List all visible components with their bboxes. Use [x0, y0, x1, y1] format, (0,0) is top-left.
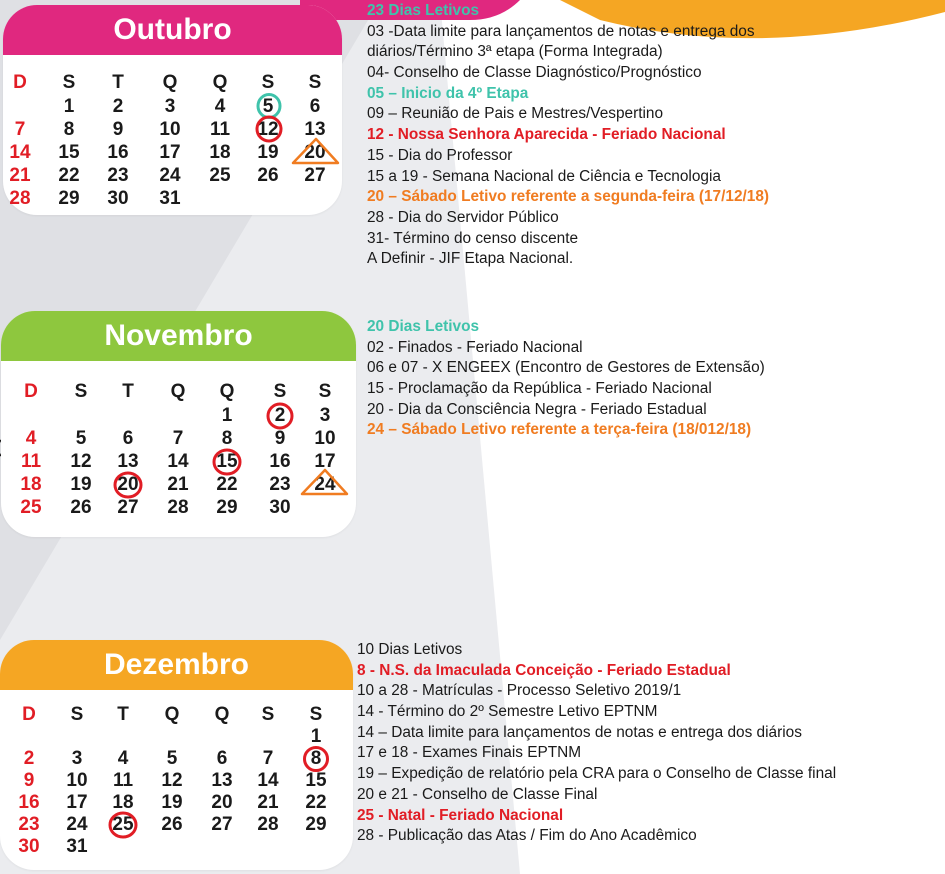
weekday-label: Q	[214, 704, 230, 725]
day-cell: 16	[107, 142, 129, 163]
weekday-label: D	[24, 381, 38, 402]
weekday-label: S	[70, 704, 84, 725]
event-line: 8 - N.S. da Imaculada Conceição - Feriado Estadual	[357, 661, 731, 679]
event-line: 12 - Nossa Senhora Aparecida - Feriado Nacional	[367, 126, 726, 144]
day-cell: 20	[304, 142, 326, 163]
day-cell: 13	[117, 451, 139, 472]
weekday-label: Q	[164, 704, 180, 725]
november-events-list	[367, 317, 765, 441]
day-cell: 1	[63, 96, 75, 117]
weekday-header-row	[0, 704, 353, 726]
week-row	[3, 119, 342, 141]
weekday-label: Q	[162, 72, 178, 93]
day-cell: 25	[209, 165, 231, 186]
day-cell: 21	[257, 792, 279, 813]
event-line: 20 – Sábado Letivo referente a segunda-feira (17/12/18)	[367, 188, 770, 206]
week-row	[3, 165, 342, 187]
day-cell: 16	[18, 792, 40, 813]
day-cell: 2	[112, 96, 124, 117]
day-cell: 23	[269, 474, 291, 495]
day-cell: 24	[159, 165, 181, 186]
day-cell: 21	[167, 474, 189, 495]
day-cell: 17	[159, 142, 181, 163]
day-cell: 16	[269, 451, 291, 472]
weekday-label: S	[261, 72, 275, 93]
day-cell: 11	[209, 119, 231, 140]
day-cell: 27	[304, 165, 326, 186]
weekday-label: S	[318, 381, 332, 402]
week-row	[0, 814, 353, 836]
week-row	[1, 451, 356, 473]
day-cell: 21	[9, 165, 31, 186]
day-cell: 4	[214, 96, 226, 117]
day-cell: 6	[122, 428, 134, 449]
event-line: 28 - Dia do Servidor Público	[367, 208, 559, 226]
day-cell: 30	[18, 836, 40, 857]
day-cell: 10	[159, 119, 181, 140]
week-row	[0, 836, 353, 858]
day-cell: 15	[58, 142, 80, 163]
day-cell: 9	[23, 770, 35, 791]
event-line: 15 a 19 - Semana Nacional de Ciência e Tecnologia	[367, 167, 721, 185]
weekday-header-row	[3, 72, 342, 94]
day-cell: 19	[161, 792, 183, 813]
day-cell: 5	[166, 748, 178, 769]
day-cell: 7	[14, 119, 26, 140]
day-cell: 6	[216, 748, 228, 769]
day-cell: 18	[20, 474, 42, 495]
weekday-label: S	[273, 381, 287, 402]
day-cell: 17	[66, 792, 88, 813]
event-line: 14 – Data limite para lançamentos de notas e entrega dos diários	[357, 723, 802, 741]
event-line: 19 – Expedição de relatório pela CRA para o Conselho de Classe final	[357, 765, 837, 783]
weekday-header-row	[1, 381, 356, 403]
day-cell: 25	[112, 814, 134, 835]
weekday-label: Q	[170, 381, 186, 402]
week-row	[0, 726, 353, 748]
day-cell: 22	[216, 474, 238, 495]
week-row	[1, 497, 356, 519]
calendar-october	[3, 5, 342, 215]
week-row	[0, 770, 353, 792]
day-cell: 14	[167, 451, 189, 472]
day-cell: 7	[262, 748, 274, 769]
week-row	[3, 188, 342, 210]
day-cell: 8	[221, 428, 233, 449]
weekday-label: Q	[212, 72, 228, 93]
day-cell: 20	[117, 474, 139, 495]
day-cell: 28	[9, 188, 31, 209]
day-cell: 18	[112, 792, 134, 813]
day-cell: 11	[112, 770, 134, 791]
day-cell: 30	[269, 497, 291, 518]
event-line: 20 e 21 - Conselho de Classe Final	[357, 785, 598, 803]
weekday-label: D	[13, 72, 27, 93]
day-cell: 17	[314, 451, 336, 472]
weekday-label: T	[117, 704, 129, 725]
day-cell: 2	[23, 748, 35, 769]
event-line: 31- Término do censo discente	[367, 229, 579, 247]
day-cell: 10	[66, 770, 88, 791]
week-row	[1, 428, 356, 450]
day-cell: 31	[66, 836, 88, 857]
day-cell: 7	[172, 428, 184, 449]
day-cell: 9	[274, 428, 286, 449]
day-cell: 14	[257, 770, 279, 791]
october-events-list	[367, 1, 769, 270]
weekday-label: S	[74, 381, 88, 402]
event-line: 10 a 28 - Matrículas - Processo Seletivo 2019/1	[357, 682, 682, 700]
event-line: 10 Dias Letivos	[357, 641, 463, 658]
week-row	[0, 792, 353, 814]
event-line: diários/Término 3ª etapa (Forma Integrada)	[367, 43, 663, 61]
weekday-label: T	[122, 381, 134, 402]
day-cell: 2	[274, 405, 286, 426]
day-cell: 8	[63, 119, 75, 140]
day-cell: 5	[75, 428, 87, 449]
day-cell: 3	[71, 748, 83, 769]
day-cell: 15	[305, 770, 327, 791]
event-line: 06 e 07 - X ENGEEX (Encontro de Gestores de Extensão)	[367, 359, 765, 377]
day-cell: 28	[257, 814, 279, 835]
event-line: 20 Dias Letivos	[367, 318, 480, 335]
event-line: 15 - Proclamação da República - Feriado Nacional	[367, 380, 712, 398]
week-row	[0, 748, 353, 770]
day-cell: 20	[211, 792, 233, 813]
day-cell: 18	[209, 142, 231, 163]
day-cell: 15	[216, 451, 238, 472]
day-cell: 5	[262, 96, 274, 117]
day-cell: 13	[211, 770, 233, 791]
event-line: 28 - Publicação das Atas / Fim do Ano Acadêmico	[357, 827, 697, 845]
event-line: 20 - Dia da Consciência Negra - Feriado Estadual	[367, 400, 707, 418]
day-cell: 3	[164, 96, 176, 117]
day-cell: 3	[319, 405, 331, 426]
day-cell: 1	[221, 405, 233, 426]
week-row	[3, 142, 342, 164]
day-cell: 4	[117, 748, 129, 769]
event-line: 17 e 18 - Exames Finais EPTNM	[357, 744, 582, 762]
day-cell: 19	[257, 142, 279, 163]
day-cell: 23	[18, 814, 40, 835]
day-cell: 22	[58, 165, 80, 186]
event-line: 05 – Inicio da 4º Etapa	[367, 84, 529, 102]
day-cell: 22	[305, 792, 327, 813]
day-cell: 30	[107, 188, 129, 209]
day-cell: 19	[70, 474, 92, 495]
event-line: 14 - Término do 2º Semestre Letivo EPTNM	[357, 703, 658, 721]
event-line: 24 – Sábado Letivo referente a terça-feira (18/012/18)	[367, 421, 752, 439]
event-line: 03 -Data limite para lançamentos de notas e entrega dos	[367, 22, 755, 40]
day-cell: 8	[310, 748, 322, 769]
weekday-label: D	[22, 704, 36, 725]
day-cell: 26	[257, 165, 279, 186]
day-cell: 29	[58, 188, 80, 209]
day-cell: 28	[167, 497, 189, 518]
calendar-december	[0, 640, 353, 870]
day-cell: 14	[9, 142, 31, 163]
day-cell: 24	[66, 814, 88, 835]
event-line: 23 Dias Letivos	[367, 2, 480, 19]
weekday-label: S	[261, 704, 275, 725]
week-row	[1, 474, 356, 496]
day-cell: 6	[309, 96, 321, 117]
event-line: 04- Conselho de Classe Diagnóstico/Prognóstico	[367, 64, 702, 82]
day-cell: 26	[70, 497, 92, 518]
day-cell: 13	[304, 119, 326, 140]
weekday-label: Q	[219, 381, 235, 402]
day-cell: 4	[25, 428, 37, 449]
day-cell: 27	[117, 497, 139, 518]
day-cell: 12	[70, 451, 92, 472]
weekday-label: T	[112, 72, 124, 93]
month-title-december: Dezembro	[0, 640, 353, 690]
day-cell: 1	[310, 726, 322, 747]
month-title-november: Novembro	[1, 311, 356, 361]
day-cell: 31	[159, 188, 181, 209]
week-row	[1, 405, 356, 427]
day-cell: 29	[216, 497, 238, 518]
day-cell: 11	[20, 451, 42, 472]
day-cell: 9	[112, 119, 124, 140]
december-events-list	[357, 640, 836, 847]
day-cell: 12	[161, 770, 183, 791]
day-cell: 23	[107, 165, 129, 186]
calendar-november	[1, 311, 356, 537]
weekday-label: S	[62, 72, 76, 93]
event-line: 09 – Reunião de Pais e Mestres/Vespertino	[367, 105, 664, 123]
week-row	[3, 96, 342, 118]
event-line: A Definir - JIF Etapa Nacional.	[367, 250, 574, 268]
day-cell: 26	[161, 814, 183, 835]
day-cell: 12	[257, 119, 279, 140]
event-line: 02 - Finados - Feriado Nacional	[367, 338, 583, 356]
day-cell: 24	[314, 474, 336, 495]
weekday-label: S	[308, 72, 322, 93]
day-cell: 25	[20, 497, 42, 518]
day-cell: 29	[305, 814, 327, 835]
day-cell: 27	[211, 814, 233, 835]
weekday-label: S	[309, 704, 323, 725]
day-cell: 10	[314, 428, 336, 449]
month-title-october: Outubro	[3, 5, 342, 55]
event-line: 25 - Natal - Feriado Nacional	[357, 806, 564, 824]
event-line: 15 - Dia do Professor	[367, 146, 513, 164]
